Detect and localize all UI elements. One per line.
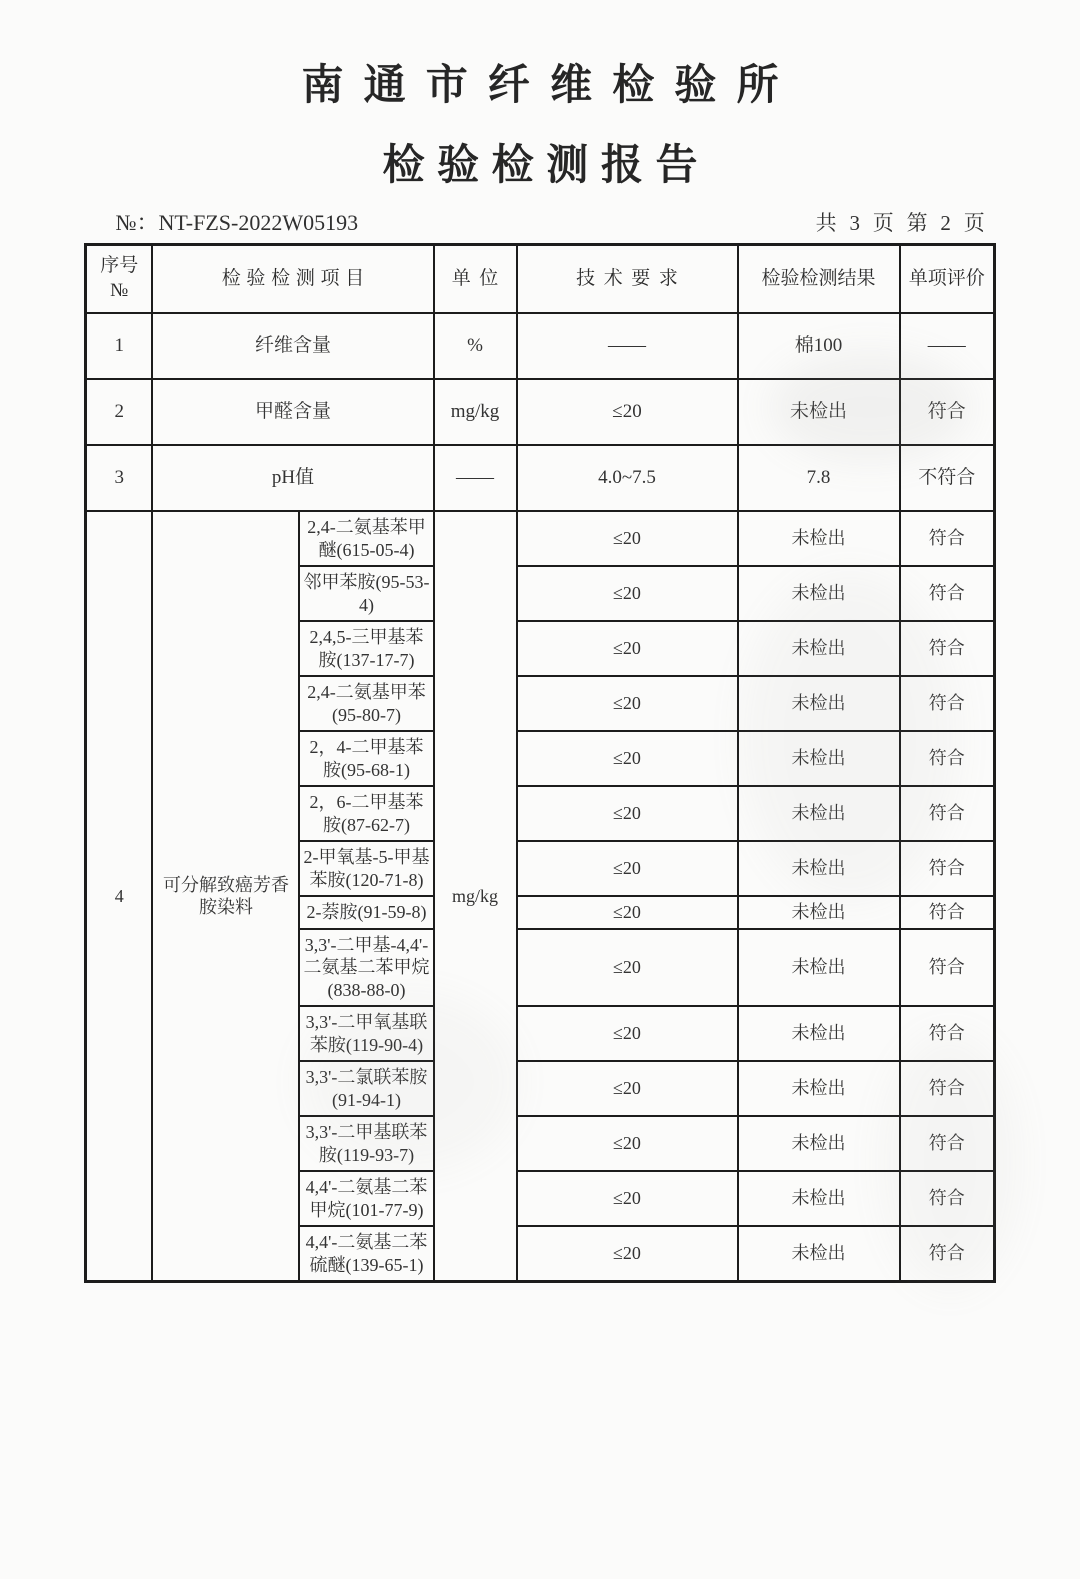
cell-group-unit: mg/kg xyxy=(434,511,517,1282)
cell-requirement: ≤20 xyxy=(517,1171,738,1226)
cell-chemical-name: 2-甲氧基-5-甲基苯胺(120-71-8) xyxy=(299,841,433,896)
cell-unit: % xyxy=(434,313,517,379)
table-row xyxy=(85,313,994,379)
cell-result: 未检出 xyxy=(738,379,900,445)
cell-result: 未检出 xyxy=(738,1171,900,1226)
cell-requirement: ≤20 xyxy=(517,676,738,731)
cell-result: 未检出 xyxy=(738,786,900,841)
cell-evaluation: 符合 xyxy=(900,379,995,445)
cell-result: 未检出 xyxy=(738,1226,900,1282)
report-meta-row xyxy=(86,206,995,237)
cell-requirement: ≤20 xyxy=(517,1006,738,1061)
table-row xyxy=(85,379,994,445)
cell-evaluation: 符合 xyxy=(900,1116,995,1171)
report-no-value: NT-FZS-2022W05193 xyxy=(158,210,359,235)
cell-chemical-name: 4,4'-二氨基二苯甲烷(101-77-9) xyxy=(299,1171,433,1226)
cell-chemical-name: 3,3'-二甲氧基联苯胺(119-90-4) xyxy=(299,1006,433,1061)
cell-result: 未检出 xyxy=(738,731,900,786)
cell-evaluation: 符合 xyxy=(900,841,995,896)
cell-result: 7.8 xyxy=(738,445,900,511)
doc-title: 检验检测报告 xyxy=(382,143,711,189)
cell-evaluation: 符合 xyxy=(900,511,995,566)
cell-requirement: ≤20 xyxy=(517,731,738,786)
cell-result: 棉100 xyxy=(738,313,900,379)
page-count-info: 共 3 页 第 2 页 xyxy=(815,211,989,235)
cell-requirement: ≤20 xyxy=(517,511,738,566)
cell-requirement: ≤20 xyxy=(517,896,738,929)
table-header-row xyxy=(85,245,994,314)
cell-chemical-name: 3,3'-二氯联苯胺(91-94-1) xyxy=(299,1061,433,1116)
org-name-title: 南通市纤维检验所 xyxy=(301,63,799,109)
header-no-line1: 序号 xyxy=(100,255,139,277)
cell-no: 3 xyxy=(85,445,152,511)
cell-evaluation: 符合 xyxy=(900,566,995,621)
cell-evaluation: 符合 xyxy=(900,1226,995,1282)
cell-requirement: ≤20 xyxy=(517,929,738,1007)
cell-chemical-name: 3,3'-二甲基-4,4'-二氨基二苯甲烷(838-88-0) xyxy=(299,929,433,1007)
cell-requirement: 4.0~7.5 xyxy=(517,445,738,511)
cell-requirement: ≤20 xyxy=(517,841,738,896)
header-no xyxy=(85,245,152,314)
cell-group-item: 可分解致癌芳香胺染料 xyxy=(152,511,299,1282)
report-no-label: №： xyxy=(115,210,159,235)
header-result: 检验检测结果 xyxy=(738,245,900,314)
table-row xyxy=(85,445,994,511)
table-row xyxy=(85,511,994,566)
cell-item: 纤维含量 xyxy=(152,313,433,379)
document-header xyxy=(0,52,1080,192)
cell-group-no: 4 xyxy=(85,511,152,1282)
cell-chemical-name: 2,4,5-三甲基苯胺(137-17-7) xyxy=(299,621,433,676)
cell-evaluation: 符合 xyxy=(900,676,995,731)
cell-evaluation: 符合 xyxy=(900,896,995,929)
cell-no: 2 xyxy=(85,379,152,445)
cell-requirement: —— xyxy=(517,313,738,379)
cell-result: 未检出 xyxy=(738,566,900,621)
cell-result: 未检出 xyxy=(738,1006,900,1061)
cell-result: 未检出 xyxy=(738,1061,900,1116)
header-unit: 单位 xyxy=(434,245,517,314)
header-item: 检验检测项目 xyxy=(152,245,433,314)
header-requirement: 技术要求 xyxy=(517,245,738,314)
cell-requirement: ≤20 xyxy=(517,1226,738,1282)
cell-unit: mg/kg xyxy=(434,379,517,445)
cell-chemical-name: 4,4'-二氨基二苯硫醚(139-65-1) xyxy=(299,1226,433,1282)
cell-result: 未检出 xyxy=(738,929,900,1007)
cell-chemical-name: 2,4-二氨基甲苯(95-80-7) xyxy=(299,676,433,731)
cell-item: 甲醛含量 xyxy=(152,379,433,445)
cell-chemical-name: 2-萘胺(91-59-8) xyxy=(299,896,433,929)
header-no-line2: № xyxy=(110,280,129,301)
cell-requirement: ≤20 xyxy=(517,566,738,621)
cell-requirement: ≤20 xyxy=(517,786,738,841)
cell-result: 未检出 xyxy=(738,896,900,929)
cell-chemical-name: 2，6-二甲基苯胺(87-62-7) xyxy=(299,786,433,841)
cell-evaluation: —— xyxy=(900,313,995,379)
cell-unit: —— xyxy=(434,445,517,511)
cell-result: 未检出 xyxy=(738,621,900,676)
cell-evaluation: 符合 xyxy=(900,786,995,841)
header-evaluation: 单项评价 xyxy=(900,245,995,314)
cell-no: 1 xyxy=(85,313,152,379)
cell-evaluation: 符合 xyxy=(900,731,995,786)
report-number xyxy=(86,206,359,237)
cell-result: 未检出 xyxy=(738,1116,900,1171)
cell-chemical-name: 2,4-二氨基苯甲醚(615-05-4) xyxy=(299,511,433,566)
cell-chemical-name: 2，4-二甲基苯胺(95-68-1) xyxy=(299,731,433,786)
cell-evaluation: 不符合 xyxy=(900,445,995,511)
cell-evaluation: 符合 xyxy=(900,621,995,676)
cell-requirement: ≤20 xyxy=(517,379,738,445)
cell-evaluation: 符合 xyxy=(900,1006,995,1061)
cell-result: 未检出 xyxy=(738,841,900,896)
cell-item: pH值 xyxy=(152,445,433,511)
results-table xyxy=(84,243,996,1283)
cell-requirement: ≤20 xyxy=(517,1116,738,1171)
cell-result: 未检出 xyxy=(738,511,900,566)
cell-requirement: ≤20 xyxy=(517,621,738,676)
cell-evaluation: 符合 xyxy=(900,929,995,1007)
cell-evaluation: 符合 xyxy=(900,1061,995,1116)
cell-chemical-name: 邻甲苯胺(95-53-4) xyxy=(299,566,433,621)
cell-chemical-name: 3,3'-二甲基联苯胺(119-93-7) xyxy=(299,1116,433,1171)
cell-requirement: ≤20 xyxy=(517,1061,738,1116)
cell-result: 未检出 xyxy=(738,676,900,731)
cell-evaluation: 符合 xyxy=(900,1171,995,1226)
